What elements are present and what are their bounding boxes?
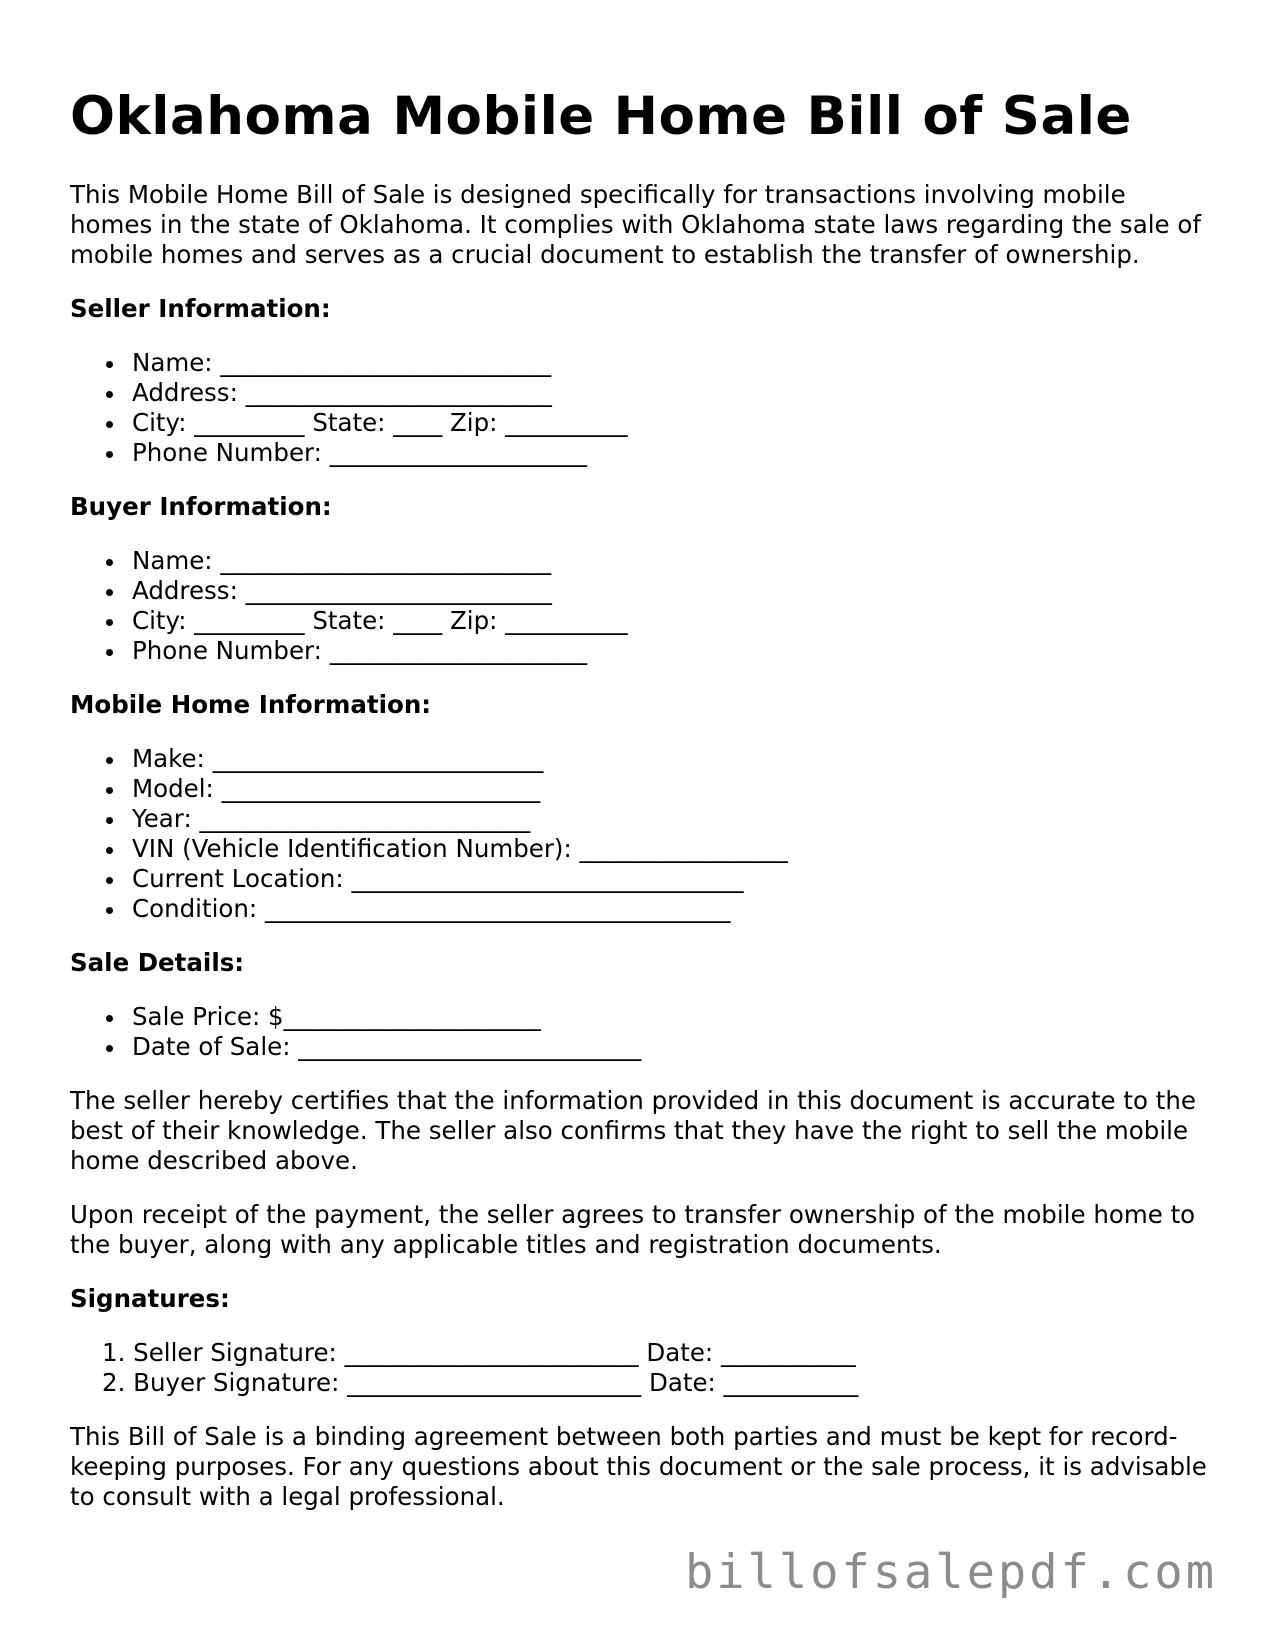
seller-list: [70, 348, 1210, 468]
seller-signature-field[interactable]: 1. Seller Signature: ________________________ Date: ___________: [102, 1338, 856, 1367]
home-condition-field[interactable]: Condition: ______________________________________: [70, 894, 1210, 924]
buyer-phone-field[interactable]: Phone Number: _____________________: [70, 636, 1210, 666]
home-list: [70, 744, 1210, 924]
seller-heading: Seller Information:: [70, 294, 331, 323]
seller-address-field[interactable]: Address: _________________________: [70, 378, 1210, 408]
intro-paragraph: This Mobile Home Bill of Sale is designed specifically for transactions involving mobile homes in the state of Oklahoma. It complies with Oklahoma state laws regarding the sale of mobile homes and serves as a crucial document to establish the transfer of ownership.: [70, 180, 1201, 269]
buyer-signature-field[interactable]: 2. Buyer Signature: ________________________ Date: ___________: [102, 1368, 859, 1397]
seller-phone-field[interactable]: Phone Number: _____________________: [70, 438, 1210, 468]
sale-price-field[interactable]: Sale Price: $_____________________: [70, 1002, 1210, 1032]
home-location-field[interactable]: Current Location: ________________________________: [70, 864, 1210, 894]
home-year-field[interactable]: Year: ___________________________: [70, 804, 1210, 834]
certify-paragraph: The seller hereby certifies that the information provided in this document is accurate to the best of their knowledge. The seller also confirms that they have the right to sell the mobile home described above.: [70, 1086, 1196, 1175]
document-page: [70, 86, 1210, 1512]
home-model-field[interactable]: Model: __________________________: [70, 774, 1210, 804]
signatures-list: [70, 1338, 1210, 1398]
buyer-list: [70, 546, 1210, 666]
sale-heading: Sale Details:: [70, 948, 245, 977]
home-make-field[interactable]: Make: ___________________________: [70, 744, 1210, 774]
buyer-name-field[interactable]: Name: ___________________________: [70, 546, 1210, 576]
closing-paragraph: This Bill of Sale is a binding agreement between both parties and must be kept for record-keeping purposes. For any questions about this document or the sale process, it is advisable to consult with a legal professional.: [70, 1422, 1207, 1511]
watermark: billofsalepdf.com: [684, 1545, 1217, 1600]
signatures-heading: Signatures:: [70, 1284, 230, 1313]
seller-name-field[interactable]: Name: ___________________________: [70, 348, 1210, 378]
seller-city-state-zip-field[interactable]: City: _________ State: ____ Zip: __________: [70, 408, 1210, 438]
sale-list: [70, 1002, 1210, 1062]
buyer-heading: Buyer Information:: [70, 492, 332, 521]
page-title: Oklahoma Mobile Home Bill of Sale: [70, 86, 1132, 147]
transfer-paragraph: Upon receipt of the payment, the seller agrees to transfer ownership of the mobile home to the buyer, along with any applicable titles and registration documents.: [70, 1200, 1196, 1259]
buyer-address-field[interactable]: Address: _________________________: [70, 576, 1210, 606]
home-heading: Mobile Home Information:: [70, 690, 432, 719]
sale-date-field[interactable]: Date of Sale: ____________________________: [70, 1032, 1210, 1062]
buyer-city-state-zip-field[interactable]: City: _________ State: ____ Zip: __________: [70, 606, 1210, 636]
home-vin-field[interactable]: VIN (Vehicle Identification Number): _________________: [70, 834, 1210, 864]
